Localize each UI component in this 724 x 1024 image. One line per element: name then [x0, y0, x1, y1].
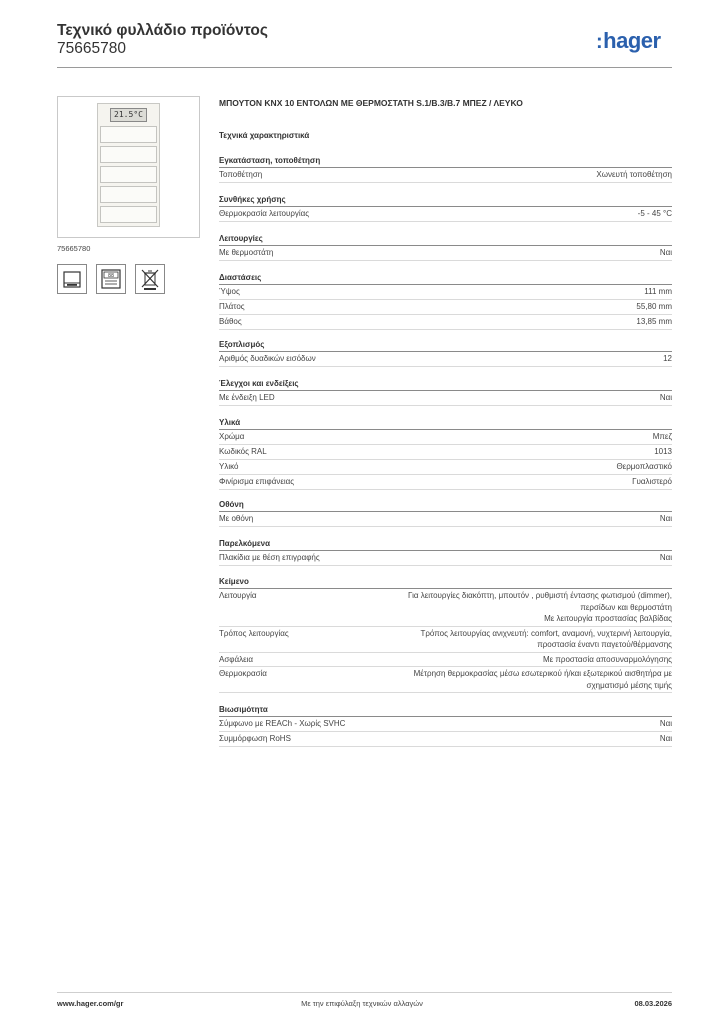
spec-row: [219, 352, 672, 367]
spec-row: [219, 445, 672, 460]
device-symbol-icon: [57, 264, 87, 294]
spec-row: [219, 300, 672, 315]
rocker-4: [100, 186, 157, 203]
section-text: [219, 576, 672, 693]
spec-row: [219, 475, 672, 490]
spec-row: [219, 430, 672, 445]
footer-date: 08.03.2026: [634, 999, 672, 1008]
spec-label: Με ένδειξη LED: [219, 393, 275, 402]
lcd-display: 21.5°C: [110, 108, 147, 122]
logo-text: hager: [603, 28, 661, 53]
spec-value: 1013: [654, 447, 672, 456]
section-sustainability: [219, 704, 672, 747]
product-code: 75665780: [57, 40, 126, 57]
spec-label: Κωδικός RAL: [219, 447, 267, 456]
spec-label: Αριθμός δυαδικών εισόδων: [219, 354, 316, 363]
section-usage-conditions: [219, 194, 672, 222]
spec-label: Βάθος: [219, 317, 242, 326]
section-title: Έλεγχοι και ενδείξεις: [219, 378, 672, 391]
section-title: Διαστάσεις: [219, 272, 672, 285]
header-divider: [57, 67, 672, 68]
spec-value: Ναι: [659, 719, 672, 728]
spec-label: Χρώμα: [219, 432, 245, 441]
section-title: Βιωσιμότητα: [219, 704, 672, 717]
svg-text:88: 88: [107, 273, 115, 279]
section-controls-indicators: [219, 378, 672, 406]
spec-label: Συμμόρφωση RoHS: [219, 734, 291, 743]
spec-row: [219, 391, 672, 406]
spec-label: Θερμοκρασία λειτουργίας: [219, 209, 310, 218]
section-functions: [219, 233, 672, 261]
spec-value: Ναι: [659, 514, 672, 523]
lcd-thermostat-icon: [96, 264, 126, 294]
section-title: Υλικά: [219, 417, 672, 430]
section-title: Λειτουργίες: [219, 233, 672, 246]
text-label: Ασφάλεια: [219, 654, 254, 664]
spec-value: Χωνευτή τοποθέτηση: [596, 170, 672, 179]
section-title: Εξοπλισμός: [219, 339, 672, 352]
text-line: Με λειτουργία προστασίας βαλβίδας: [544, 614, 672, 623]
spec-value: Ναι: [659, 248, 672, 257]
rocker-3: [100, 166, 157, 183]
product-title: ΜΠΟΥΤΟΝ KNX 10 ΕΝΤΟΛΩΝ ΜΕ ΘΕΡΜΟΣΤΑΤΗ S.1/B.3/B.7 ΜΠΕΖ / ΛΕΥΚΟ: [219, 98, 523, 108]
text-row: [219, 653, 672, 668]
spec-row: [219, 551, 672, 566]
footer-url-link[interactable]: www.hager.com/gr: [57, 999, 124, 1008]
section-materials: [219, 417, 672, 490]
text-label: Λειτουργία: [219, 591, 257, 600]
spec-row: [219, 285, 672, 300]
section-title: Συνθήκες χρήσης: [219, 194, 672, 207]
section-equipment: [219, 339, 672, 367]
spec-row: [219, 315, 672, 330]
weee-bin-icon: [135, 264, 165, 294]
section-title: Παρελκόμενα: [219, 538, 672, 551]
spec-row: [219, 460, 672, 475]
section-title: Εγκατάσταση, τοποθέτηση: [219, 155, 672, 168]
text-row: [219, 667, 672, 693]
document-title: Τεχνικό φυλλάδιο προϊόντος: [57, 22, 268, 39]
text-line: Για λειτουργίες διακόπτη, μπουτόν , ρυθμιστή έντασης φωτισμού (dimmer),: [408, 591, 672, 600]
text-value: [339, 668, 672, 691]
footer-note: Με την επιφύλαξη τεχνικών αλλαγών: [301, 999, 423, 1008]
spec-label: Φινίρισμα επιφάνειας: [219, 477, 295, 486]
text-row: [219, 627, 672, 653]
text-label: Τρόπος λειτουργίας: [219, 628, 289, 638]
spec-value: 111 mm: [644, 287, 672, 296]
text-line: Με προστασία αποσυναρμολόγησης: [542, 654, 672, 664]
spec-label: Με θερμοστάτη: [219, 248, 274, 257]
text-value: [339, 628, 672, 651]
spec-label: Σύμφωνο με REACh - Χωρίς SVHC: [219, 719, 346, 728]
spec-value: Ναι: [659, 734, 672, 743]
spec-value: Ναι: [659, 553, 672, 562]
text-value: [339, 654, 672, 666]
rocker-1: [100, 126, 157, 143]
spec-label: Με οθόνη: [219, 514, 254, 523]
text-line: περσίδων και θερμοστάτη: [580, 602, 672, 612]
text-row: [219, 589, 672, 627]
section-installation: [219, 155, 672, 183]
text-value: [339, 590, 672, 625]
spec-value: 13,85 mm: [636, 317, 672, 326]
section-accessories: [219, 538, 672, 566]
product-image: [57, 96, 200, 238]
spec-label: Ύψος: [219, 287, 240, 296]
spec-value: 55,80 mm: [636, 302, 672, 311]
spec-label: Πλάτος: [219, 302, 245, 311]
rocker-5: [100, 206, 157, 223]
spec-value: -5 - 45 °C: [637, 209, 672, 218]
section-display: [219, 499, 672, 527]
spec-label: Υλικό: [219, 462, 239, 471]
rocker-2: [100, 146, 157, 163]
spec-value: Ναι: [659, 393, 672, 402]
section-title: Κείμενο: [219, 576, 672, 589]
hager-logo[interactable]: :hager: [596, 28, 661, 53]
spec-value: Γυαλιστερό: [632, 477, 672, 486]
text-line: προστασία έναντι παγετού/θέρμανσης: [537, 640, 672, 649]
footer-divider: [57, 992, 672, 993]
spec-value: 12: [663, 354, 672, 363]
push-button-device: [97, 103, 160, 227]
section-title: Οθόνη: [219, 499, 672, 512]
spec-value: Μπεζ: [652, 432, 672, 441]
spec-row: [219, 512, 672, 527]
spec-label: Πλακίδια με θέση επιγραφής: [219, 553, 320, 562]
spec-row: [219, 732, 672, 747]
text-line: Τρόπος λειτουργίας ανιχνευτή: comfort, αναμονή, νυχτερινή λειτουργία,: [420, 628, 672, 638]
spec-row: [219, 168, 672, 183]
spec-row: [219, 207, 672, 222]
section-dimensions: [219, 272, 672, 330]
tech-specs-title: Τεχνικά χαρακτηριστικά: [219, 131, 310, 140]
image-code: 75665780: [57, 244, 91, 253]
text-label: Θερμοκρασία: [219, 669, 267, 678]
text-line: Μέτρηση θερμοκρασίας μέσω εσωτερικού ή/και εξωτερικού αισθητήρα με: [413, 669, 672, 678]
spec-value: Θερμοπλαστικό: [616, 462, 672, 471]
spec-label: Τοποθέτηση: [219, 170, 263, 179]
text-line: σχηματισμό μέσης τιμής: [586, 680, 672, 690]
spec-row: [219, 246, 672, 261]
spec-row: [219, 717, 672, 732]
